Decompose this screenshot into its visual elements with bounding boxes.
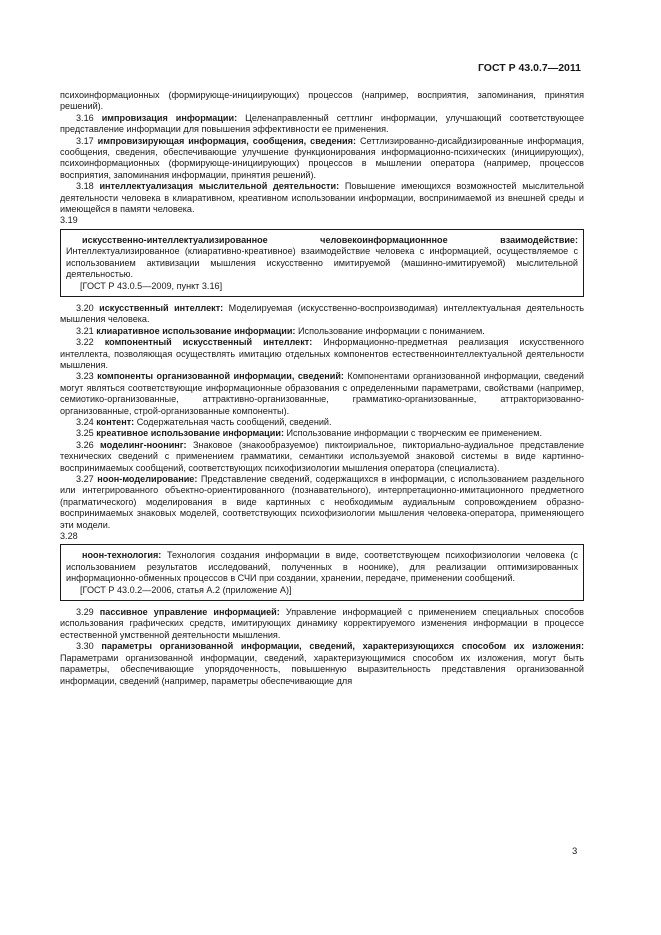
entry-term: пассивное управление информацией: [99,607,280,618]
entry-term: компонентный искусственный интеллект: [104,337,313,348]
boxed-definition-3-28 [60,544,584,601]
entry-term: параметры организованной информации, сведений, характеризующихся способом их изложения: [101,641,584,652]
page-number: 3 [572,846,578,857]
entry-3-27 [60,474,584,531]
entry-definition: Целенаправленный сеттлинг информации, улучшающий соответствующее представление информации для повышения эффективности ее применения. [60,112,585,135]
entry-number: 3.30 [76,641,94,652]
entry-definition: Использование информации с пониманием. [297,325,485,336]
entry-number: 3.27 [76,474,94,484]
entry-number: 3.21 [76,325,94,336]
entry-3-29 [60,607,584,641]
entry-term: импровизирующая информация, сообщения, сведения: [97,135,356,146]
entry-definition: Интеллектуализированное (клиаративно-креативное) взаимодействие человека с информацией, осуществляемое с использованием активизации мышления искусственно имитируемой (машинно-имитируемой) мыслительной деятельностью. [66,246,578,280]
entry-definition: Технология создания информации в виде, соответствующем психофизиологии человека (с использованием результатов исследований, полученных в ноонике), для реализации оптимизированных информационно-обменных процессов в СЧИ при создании, хранении, передаче, применении сообщений. [66,550,578,584]
entry-term: ноон-моделирование: [97,474,198,484]
entry-3-30 [60,641,584,687]
entry-number: 3.23 [76,371,94,382]
entry-number: 3.25 [76,428,94,439]
entry-term: моделинг-ноонинг: [100,439,187,450]
entry-3-17 [60,136,584,182]
entry-term: контент: [96,416,135,427]
entry-3-25 [60,428,584,439]
source-reference: [ГОСТ Р 43.0.2—2006, статья А.2 (приложение А)] [80,584,292,595]
entry-number: 3.18 [76,181,94,192]
entry-3-23 [60,371,584,417]
entry-number: 3.29 [76,607,94,618]
entry-number-3-28: 3.28 [60,531,78,542]
entry-3-26 [60,440,584,474]
entry-3-16 [60,113,584,136]
document-code: ГОСТ Р 43.0.7—2011 [477,62,581,74]
entry-term: клиаративное использование информации: [96,325,296,336]
entry-term: искусственно-интеллектуализированное человекоинформационнное взаимодействие: [82,234,578,245]
entry-definition: Информационно-предметная реализация искусственного интеллекта, позволяющая осуществлять имитацию отдельных компонентов естественноинтеллектуальной деятельности мышления. [60,337,584,370]
entry-3-20 [60,303,584,326]
boxed-definition-3-19 [60,229,584,297]
entry-term: импровизация информации: [101,112,238,123]
entry-definition: Содержательная часть сообщений, сведений. [136,416,332,427]
entry-number: 3.22 [76,337,94,348]
entry-3-21 [60,326,584,337]
entry-definition: Управление информацией с применением специальных способов использования графических средств, имитирующих динамику корректируемого изменения информации в процессе естественной умственной деятельности мышления. [60,607,584,640]
entry-term: креативное использование информации: [96,428,284,439]
entry-definition: Представление сведений, содержащихся в информации, с использованием раздельного или интегрированного объектно-ориентированного (познавательного), интерпретационно-имитационного предметного (прагматического) моделирования в виде картинных с необходимым аудиальным сопровождением образно-воспринимаемых знаковых моделей, соответствующих психофизиологии мышления человека-оператора, применяющего эти модели. [60,474,585,530]
entry-definition: Компонентами организованной информации, сведений могут являться соответствующие информационные образования с определенными параметрами, свойствами (например, семиотико-организованные, аттрактивно-организованные, грамматико-организованные, аттракторизованно-организованные, строй-организованные компоненты). [60,371,584,416]
entry-definition: Знаковое (знакообразуемое) пиктоириальное, пикториально-аудиальное представление технических сведений с применением грамматики, семантики используемой знаковой системы в виде картинно-воспринимаемых сообщений, соответствующих психофизиологии мышления оператора (специалиста). [60,439,585,473]
entry-3-24 [60,417,584,428]
entry-definition: Сеттлизированно-дисайдизированные информация, сообщения, сведения, обеспечивающие улучшение функционирования информационно-психических (инициирующих), психоинформационных (формирующе-инициирующих) процессов в мышлении оператора (например, процессов восприятия, запоминания информации, принятия решений). [60,135,584,180]
entry-definition: Использование информации с творческим ее применением. [286,428,543,439]
entry-definition: Моделируемая (искусственно-воспроизводимая) интеллектуальная деятельность мышления человека. [60,302,585,325]
entry-number: 3.16 [76,112,94,123]
entry-term: искусственный интеллект: [99,302,224,313]
entry-term: ноон-технология: [82,550,162,561]
entry-3-22 [60,337,584,371]
entry-term: компоненты организованной информации, сведений: [97,371,344,382]
intro-paragraph: психоинформационных (формирующе-инициирующих) процессов (например, восприятия, запоминания, принятия решений). [60,90,584,112]
entry-3-18 [60,181,584,215]
entry-number: 3.24 [76,416,94,427]
page-content [60,90,584,687]
source-reference: [ГОСТ Р 43.0.5—2009, пункт 3.16] [80,280,223,291]
entry-number: 3.26 [76,439,94,450]
entry-definition: Повышение имеющихся возможностей мыслительной деятельности человека в клиаративном, креативном использовании информации, воспринимаемой из внешней среды и имеющейся в памяти человека. [60,181,585,215]
entry-definition: Параметрами организованной информации, сведений, характеризующимися способом их изложения, могут быть параметры, обеспечивающие упорядоченность, повышенную выразительность представления организованной информации, сведений (например, параметры обеспечивающие для [60,652,584,686]
entry-term: интеллектуализация мыслительной деятельности: [99,181,340,192]
entry-number: 3.20 [76,302,94,313]
entry-number-3-19: 3.19 [60,215,78,226]
entry-number: 3.17 [76,135,94,146]
